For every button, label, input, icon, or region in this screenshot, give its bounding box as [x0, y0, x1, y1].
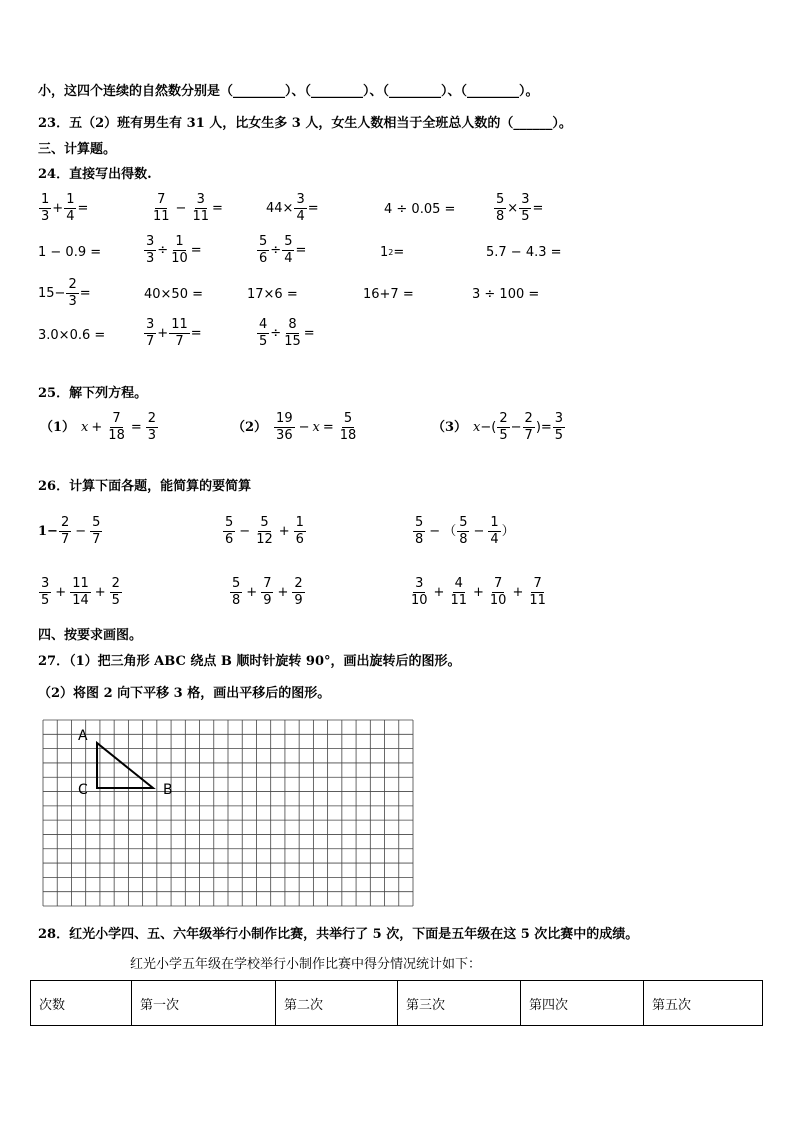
- table-header-cell: 第五次: [644, 981, 763, 1026]
- q25-equation-2: （2） $\frac{19}{36}$ − x = $\frac{5}{18}$: [232, 411, 357, 443]
- q26-expr-2: $\frac{5}{6}$ − $\frac{5}{12}$ + $\frac{1}{6}$: [225, 515, 304, 547]
- q24-item-r4c2: $\frac{3}{7}$ + $\frac{11}{7}$ =: [146, 317, 202, 349]
- score-table: [30, 980, 763, 1026]
- q26-expr-4: $\frac{3}{5}$ + $\frac{11}{14}$ + $\frac{2}{5}$: [41, 576, 120, 608]
- section-3-heading: 三、计算题。: [38, 142, 117, 157]
- q26-expr-6: $\frac{3}{10}$ + $\frac{4}{11}$ + $\frac{7}{10}$ + $\frac{7}{11}$: [411, 576, 546, 608]
- vertex-label-a: A: [78, 728, 88, 744]
- table-header-cell: 第二次: [276, 981, 398, 1026]
- q24-item-r2c3: $\frac{5}{6}$ ÷ $\frac{5}{4}$ =: [259, 234, 307, 266]
- q25-equation-3: （3） x −( $\frac{2}{5}$ − $\frac{2}{7}$ )= $\frac{3}{5}$: [432, 411, 564, 443]
- q27-line-2: （2）将图 2 向下平移 3 格，画出平移后的图形。: [38, 686, 331, 701]
- table-header-cell: 第四次: [521, 981, 644, 1026]
- q25-title: 25．解下列方程。: [38, 386, 148, 401]
- q28-title: 28．红光小学四、五、六年级举行小制作比赛，共举行了 5 次，下面是五年级在这 5 次比赛中的成绩。: [38, 927, 639, 942]
- table-row: [31, 981, 763, 1026]
- q25-equation-1: （1） x + $\frac{7}{18}$ = $\frac{2}{3}$: [40, 411, 157, 443]
- section-4-heading: 四、按要求画图。: [38, 628, 143, 643]
- q24-item-r1c5: $\frac{5}{8}$ × $\frac{3}{5}$ =: [496, 192, 544, 224]
- q24-item-r2c4: 1 2 =: [380, 245, 405, 260]
- q24-item-r3c4: 16+7 =: [363, 287, 414, 302]
- q24-item-r3c5: 3 ÷ 100 =: [472, 287, 540, 302]
- q23-text: 23．五（2）班有男生有 31 人，比女生多 3 人，女生人数相当于全班总人数的（______）。: [38, 116, 572, 131]
- q24-item-r3c2: 40×50 =: [144, 287, 204, 302]
- q24-item-r2c5: 5.7 − 4.3 =: [486, 245, 562, 260]
- q24-item-r3c1: 15− $\frac{2}{3}$ =: [38, 277, 91, 309]
- q24-item-r3c3: 17×6 =: [247, 287, 298, 302]
- q27-line-1: 27．（1）把三角形 ABC 绕点 B 顺时针旋转 90°，画出旋转后的图形。: [38, 654, 461, 669]
- q26-title: 26．计算下面各题，能简算的要简算: [38, 479, 252, 494]
- q24-title: 24．直接写出得数.: [38, 167, 152, 182]
- q24-item-r2c1: 1 − 0.9 =: [38, 245, 102, 260]
- q24-item-r1c3: 44× $\frac{3}{4}$ =: [266, 192, 319, 224]
- q24-item-r1c2: $\frac{7}{11}$ − $\frac{3}{11}$ =: [153, 192, 223, 224]
- q24-item-r4c3: $\frac{4}{5}$ ÷ $\frac{8}{15}$ =: [259, 317, 315, 349]
- table-header-cell: 第一次: [132, 981, 276, 1026]
- q26-expr-5: $\frac{5}{8}$ + $\frac{7}{9}$ + $\frac{2}{9}$: [232, 576, 303, 608]
- q26-expr-1: 1− $\frac{2}{7}$ − $\frac{5}{7}$: [38, 515, 101, 547]
- grid-figure: [0, 715, 794, 915]
- table-header-cell: 次数: [31, 981, 132, 1026]
- q28-caption: 红光小学五年级在学校举行小制作比赛中得分情况统计如下：: [130, 957, 482, 972]
- vertex-label-b: B: [163, 782, 173, 798]
- q24-item-r1c4: 4 ÷ 0.05 =: [384, 202, 456, 217]
- table-header-cell: 第三次: [398, 981, 521, 1026]
- vertex-label-c: C: [78, 782, 88, 798]
- q24-item-r1c1: $\frac{1}{3}$ + $\frac{1}{4}$ =: [41, 192, 89, 224]
- q24-item-r4c1: 3.0×0.6 =: [38, 328, 106, 343]
- q24-item-r2c2: $\frac{3}{3}$ ÷ $\frac{1}{10}$ =: [146, 234, 202, 266]
- triangle-abc: [97, 743, 153, 788]
- q26-expr-3: $\frac{5}{8}$ − （ $\frac{5}{8}$ − $\frac{1}{4}$ ）: [415, 515, 515, 547]
- q22-tail-text: 小，这四个连续的自然数分别是（________）、（________）、（________）、（________）。: [38, 84, 539, 99]
